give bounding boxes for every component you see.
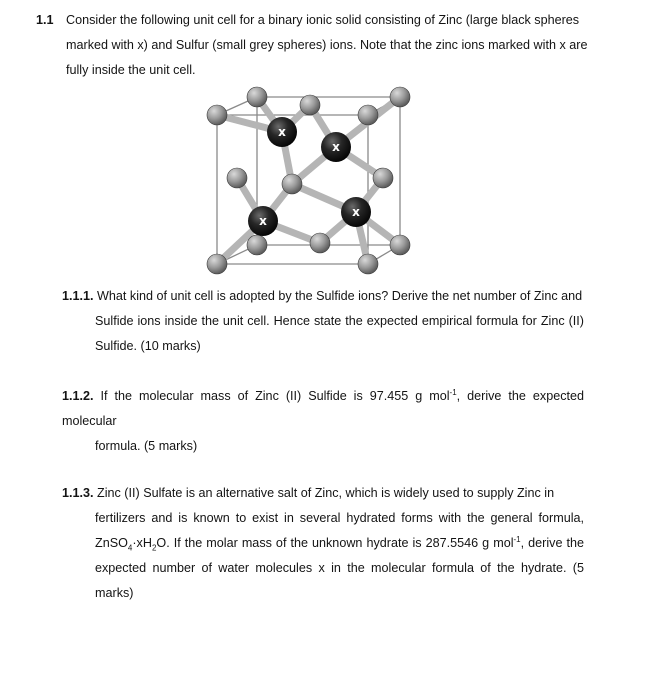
subquestion-text-continued: [62, 506, 584, 606]
zinc-marker-label: x: [332, 140, 340, 154]
sulfide-ion: [282, 174, 302, 194]
question-text: Consider the following unit cell for a binary ionic solid consisting of Zinc (large black spheres marked with x) and Sulfur (small grey spheres) ions. Note that the zinc ions marked with x are fully inside the unit cell.: [66, 13, 588, 77]
sulfide-ion: [247, 235, 267, 255]
unit-cell-diagram: [200, 82, 425, 280]
sulfide-ion: [207, 254, 227, 274]
subquestion-number: 1.1.1.: [62, 289, 94, 303]
sulfide-ion: [247, 87, 267, 107]
sulfide-ion: [358, 105, 378, 125]
text-segment: , derive the expected number of water molecules x in the molecular formula of the hydrate. (5 marks): [95, 536, 584, 600]
subquestion-text: What kind of unit cell is adopted by the Sulfide ions? Derive the net number of Zinc and: [97, 289, 583, 303]
subquestion-text: If the molecular mass of Zinc (II) Sulfide is 97.455 g mol: [100, 389, 450, 403]
zinc-marker-label: x: [278, 125, 286, 139]
sulfide-ion: [207, 105, 227, 125]
chemical-formula: $ZnSO_4\cdot xH_2O$: [95, 536, 167, 553]
subquestion-1-1-2: [62, 384, 584, 459]
zinc-marker-label: x: [352, 205, 360, 219]
sulfide-ion: [310, 233, 330, 253]
sulfide-ion: [300, 95, 320, 115]
unit-cell-figure: [200, 82, 425, 280]
superscript: -1: [449, 387, 457, 397]
sulfide-ion: [358, 254, 378, 274]
superscript: -1: [513, 534, 521, 544]
subquestion-1-1-1: [62, 284, 584, 359]
zinc-marker-label: x: [259, 214, 267, 228]
sulfide-ion: [390, 235, 410, 255]
subquestion-1-1-3: [62, 481, 584, 606]
text-segment: fertilizers and is known to exist in several hydrated forms with the general formula,: [95, 511, 584, 525]
subquestion-text-continued: Sulfide ions inside the unit cell. Hence state the expected empirical formula for Zinc (II) Sulfide. (10 marks): [95, 314, 584, 353]
text-segment: . If the molar mass of the unknown hydrate is 287.5546 g mol: [166, 536, 514, 550]
sulfide-ion: [390, 87, 410, 107]
subquestion-text-tail: , derive the expected molecular: [62, 389, 585, 428]
subquestion-text: Zinc (II) Sulfate is an alternative salt of Zinc, which is widely used to supply Zinc in: [97, 486, 555, 500]
subquestion-number: 1.1.2.: [62, 389, 94, 403]
sulfide-ion: [227, 168, 247, 188]
question-number: 1.1: [36, 13, 54, 27]
sulfide-ion: [373, 168, 393, 188]
subquestion-number: 1.1.3.: [62, 486, 94, 500]
subquestion-text-continued: formula. (5 marks): [95, 439, 198, 453]
question-1-1: [36, 8, 596, 83]
